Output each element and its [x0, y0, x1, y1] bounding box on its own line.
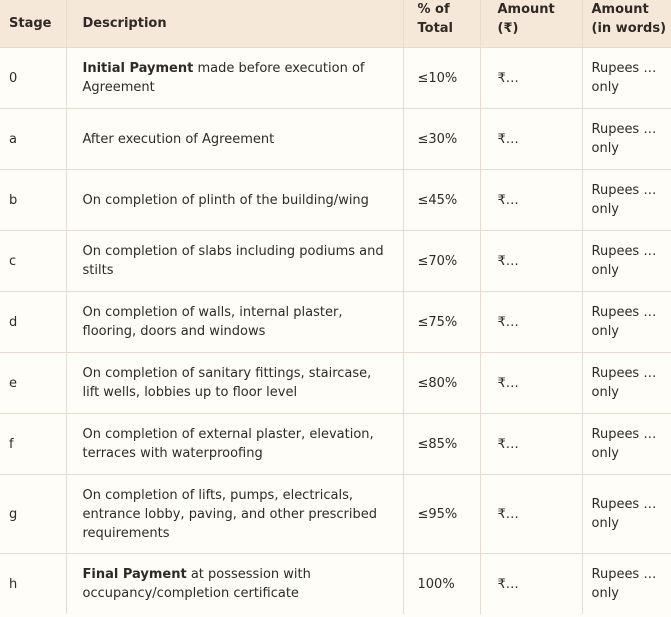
description-cell: [66, 231, 403, 292]
description-text: made before execution of Agreement: [82, 61, 365, 95]
description-cell: [66, 414, 403, 475]
amount-words-cell: Rupees … only: [582, 554, 671, 615]
percent-cell: ≤80%: [403, 353, 480, 414]
header-amount-words: Amount (in words): [582, 0, 671, 48]
table-row: [0, 475, 671, 554]
description-text: at possession with occupancy/completion certificate: [82, 567, 311, 601]
amount-words-cell: Rupees … only: [582, 231, 671, 292]
description-text: On completion of plinth of the building/wing: [82, 192, 369, 208]
table-row: [0, 231, 671, 292]
stage-cell: e: [0, 353, 66, 414]
description-cell: [66, 170, 403, 231]
description-emphasis: Final Payment: [82, 567, 187, 582]
amount-words-cell: Rupees … only: [582, 353, 671, 414]
percent-cell: ≤95%: [403, 475, 480, 554]
table-row: [0, 414, 671, 475]
stage-cell: d: [0, 292, 66, 353]
table-row: [0, 554, 671, 615]
amount-words-cell: Rupees … only: [582, 170, 671, 231]
percent-cell: ≤75%: [403, 292, 480, 353]
percent-cell: 100%: [403, 554, 480, 615]
description-cell: [66, 475, 403, 554]
header-percent: % of Total: [403, 0, 480, 48]
table-row: [0, 353, 671, 414]
description-emphasis: Initial Payment: [82, 61, 194, 76]
header-row: [0, 0, 671, 48]
amount-cell: ₹…: [480, 48, 582, 109]
amount-words-cell: Rupees … only: [582, 109, 671, 170]
amount-cell: ₹…: [480, 170, 582, 231]
table-row: [0, 109, 671, 170]
description-cell: [66, 353, 403, 414]
table-row: [0, 48, 671, 109]
stage-cell: g: [0, 475, 66, 554]
description-cell: [66, 554, 403, 615]
amount-cell: ₹…: [480, 353, 582, 414]
stage-cell: 0: [0, 48, 66, 109]
amount-words-cell: Rupees … only: [582, 292, 671, 353]
stage-cell: b: [0, 170, 66, 231]
amount-words-cell: Rupees … only: [582, 414, 671, 475]
header-amount: Amount (₹): [480, 0, 582, 48]
description-cell: [66, 48, 403, 109]
description-text: On completion of external plaster, elevation, terraces with waterproofing: [82, 427, 374, 461]
amount-words-cell: Rupees … only: [582, 475, 671, 554]
percent-cell: ≤10%: [403, 48, 480, 109]
table-row: [0, 170, 671, 231]
description-text: On completion of walls, internal plaster, flooring, doors and windows: [82, 305, 343, 339]
percent-cell: ≤70%: [403, 231, 480, 292]
percent-cell: ≤30%: [403, 109, 480, 170]
percent-cell: ≤85%: [403, 414, 480, 475]
description-text: On completion of sanitary fittings, staircase, lift wells, lobbies up to floor level: [82, 366, 372, 400]
description-text: On completion of lifts, pumps, electricals, entrance lobby, paving, and other prescribed requirements: [82, 487, 378, 541]
description-text: After execution of Agreement: [82, 131, 275, 147]
description-text: On completion of slabs including podiums and stilts: [82, 244, 384, 278]
description-cell: [66, 109, 403, 170]
amount-cell: ₹…: [480, 292, 582, 353]
amount-cell: ₹…: [480, 414, 582, 475]
header-stage: Stage: [0, 0, 66, 48]
amount-cell: ₹…: [480, 231, 582, 292]
header-description: Description: [66, 0, 403, 48]
table-row: [0, 292, 671, 353]
stage-cell: f: [0, 414, 66, 475]
stage-cell: c: [0, 231, 66, 292]
amount-words-cell: Rupees … only: [582, 48, 671, 109]
amount-cell: ₹…: [480, 109, 582, 170]
description-cell: [66, 292, 403, 353]
stage-cell: h: [0, 554, 66, 615]
amount-cell: ₹…: [480, 475, 582, 554]
amount-cell: ₹…: [480, 554, 582, 615]
percent-cell: ≤45%: [403, 170, 480, 231]
stage-cell: a: [0, 109, 66, 170]
